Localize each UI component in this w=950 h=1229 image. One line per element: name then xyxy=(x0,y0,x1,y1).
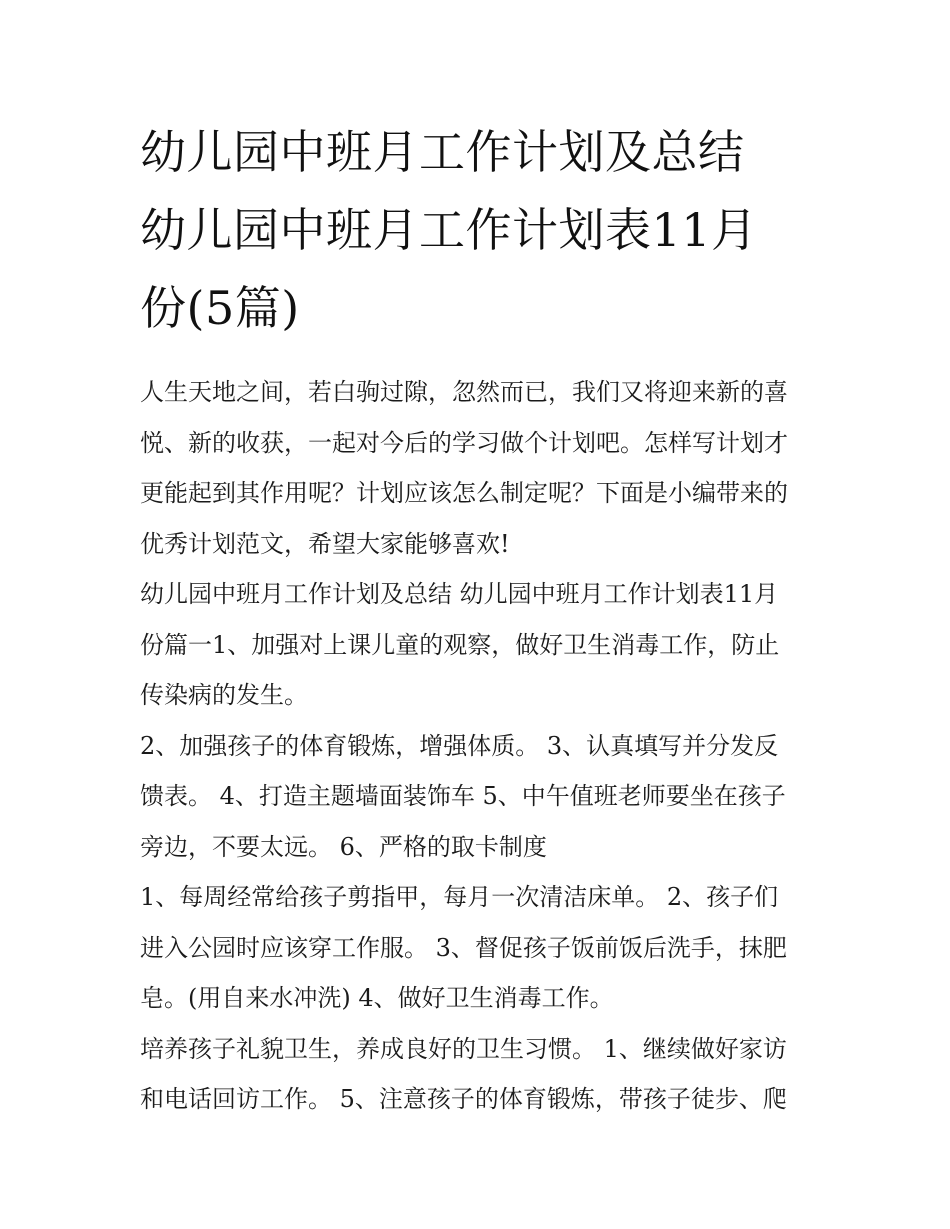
document-title xyxy=(140,113,820,347)
text-line: 和电话回访工作。 5、注意孩子的体育锻炼，带孩子徒步、爬 xyxy=(140,1085,787,1113)
paragraph-intro xyxy=(140,367,820,569)
text-line: 悦、新的收获，一起对今后的学习做个计划吧。怎样写计划才 xyxy=(140,428,788,457)
text-line: 更能起到其作用呢？计划应该怎么制定呢？下面是小编带来的 xyxy=(140,479,788,507)
text-line: 2、加强孩子的体育锻炼，增强体质。 3、认真填写并分发反 xyxy=(140,731,779,760)
paragraph-list-b xyxy=(140,872,820,1024)
text-line: 份篇一1、加强对上课儿童的观察，做好卫生消毒工作，防止 xyxy=(140,630,780,659)
title-line: 份(5篇) xyxy=(140,281,300,335)
text-line: 旁边，不要太远。 6、严格的取卡制度 xyxy=(140,832,547,861)
paragraph-list-c xyxy=(140,1024,820,1125)
text-line: 优秀计划范文，希望大家能够喜欢! xyxy=(140,529,510,558)
paragraph-section-one xyxy=(140,569,820,721)
document-content xyxy=(140,113,820,1125)
document-body xyxy=(140,367,820,1125)
paragraph-list-a xyxy=(140,721,820,873)
text-line: 幼儿园中班月工作计划及总结 幼儿园中班月工作计划表11月 xyxy=(140,580,779,608)
text-line: 进入公园时应该穿工作服。 3、督促孩子饭前饭后洗手，抹肥 xyxy=(140,933,787,962)
text-line: 1、每周经常给孩子剪指甲，每月一次清洁床单。 2、孩子们 xyxy=(140,883,779,911)
text-line: 皂。(用自来水冲洗) 4、做好卫生消毒工作。 xyxy=(140,984,614,1012)
text-line: 馈表。 4、打造主题墙面装饰车 5、中午值班老师要坐在孩子 xyxy=(140,782,786,810)
text-line: 培养孩子礼貌卫生，养成良好的卫生习惯。 1、继续做好家访 xyxy=(140,1034,787,1063)
text-line: 人生天地之间，若白驹过隙，忽然而已，我们又将迎来新的喜 xyxy=(140,378,788,406)
title-line: 幼儿园中班月工作计划及总结 xyxy=(140,125,745,179)
text-line: 传染病的发生。 xyxy=(140,681,308,709)
title-line: 幼儿园中班月工作计划表11月 xyxy=(140,203,758,257)
